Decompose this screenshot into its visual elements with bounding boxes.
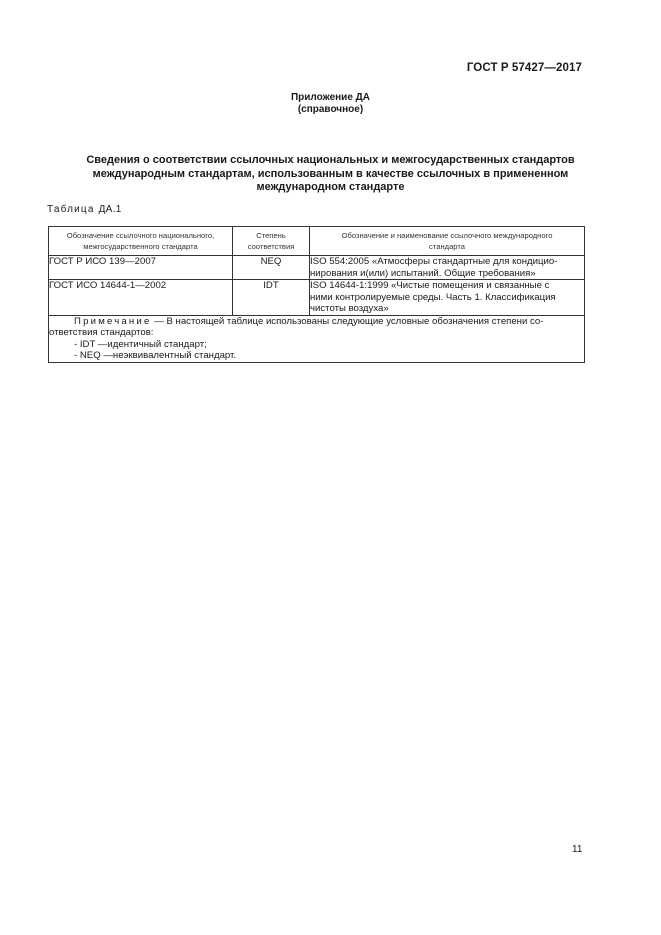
header-degree-line-2: соответствия — [247, 242, 295, 251]
annex-header — [0, 92, 661, 116]
table-caption-word: Таблица — [47, 204, 95, 215]
header-degree-line-1: Степень — [256, 231, 286, 240]
table-note — [49, 315, 585, 362]
national-standard-cell: ГОСТ Р ИСО 139—2007 — [49, 256, 233, 280]
annex-title: Приложение ДА — [290, 92, 371, 103]
table-note-row — [49, 315, 585, 362]
header-national-standard — [49, 227, 233, 256]
standards-correspondence-table — [48, 226, 585, 363]
table-row — [49, 280, 585, 316]
note-item-neq: - NEQ —неэквивалентный стандарт. — [74, 350, 237, 361]
header-international-line-1: Обозначение и наименование ссылочного международного — [341, 231, 553, 240]
annex-subtitle: (справочное) — [297, 104, 364, 115]
header-national-line-2: межгосударственного стандарта — [83, 242, 198, 251]
international-standard-cell — [310, 256, 585, 280]
section-heading — [55, 154, 606, 195]
degree-cell: NEQ — [233, 256, 310, 280]
note-item-idt: - IDT —идентичный стандарт; — [74, 338, 207, 350]
header-national-line-1: Обозначение ссылочного национального, — [66, 231, 215, 240]
header-degree — [233, 227, 310, 256]
international-line: ISO 554:2005 «Атмосферы стандартные для кондицио- — [310, 256, 558, 267]
document-code: ГОСТ Р 57427—2017 — [466, 62, 582, 74]
table-caption — [47, 204, 122, 215]
note-intro — [49, 316, 584, 328]
table-header-row — [49, 227, 585, 256]
international-line: ISO 14644-1:1999 «Чистые помещения и связанные с — [310, 280, 550, 291]
note-label: Примечание — [74, 315, 152, 327]
heading-line-3: международном стандарте — [256, 181, 405, 193]
heading-line-1: Сведения о соответствии ссылочных национальных и межгосударственных стандартов — [86, 154, 575, 166]
page-number: 11 — [572, 844, 583, 855]
international-line: ними контролируемые среды. Часть 1. Классификация — [310, 291, 556, 303]
heading-line-2: международным стандартам, использованным в качестве ссылочных в примененном — [92, 167, 569, 180]
header-international-line-2: стандарта — [429, 242, 465, 251]
table-caption-number: ДА.1 — [98, 204, 122, 215]
international-line: нирования и(или) испытаний. Общие требования» — [310, 267, 536, 279]
table-row — [49, 256, 585, 280]
international-standard-cell — [310, 280, 585, 316]
international-line: чистоты воздуха» — [310, 303, 389, 314]
header-international-standard — [310, 227, 585, 256]
degree-cell: IDT — [233, 280, 310, 316]
national-standard-cell: ГОСТ ИСО 14644-1—2002 — [49, 280, 233, 316]
note-text-line-1: — В настоящей таблице использованы следующие условные обозначения степени со- — [151, 315, 544, 327]
note-text-line-2: ответствия стандартов: — [49, 327, 154, 338]
